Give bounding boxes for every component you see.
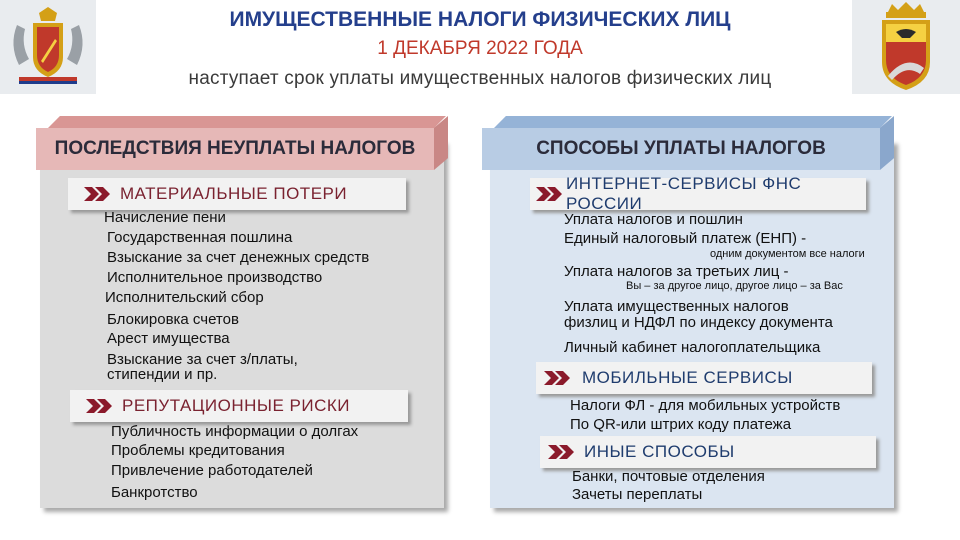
list-item: Налоги ФЛ - для мобильных устройств — [570, 397, 841, 414]
chevron-icon — [548, 445, 574, 459]
header-bevel-top — [48, 116, 446, 128]
chevron-icon — [544, 371, 570, 385]
header-bevel-top — [494, 116, 892, 128]
payment-methods-header — [482, 128, 880, 170]
internet-services-section — [530, 174, 866, 213]
list-item: Зачеты переплаты — [572, 486, 703, 503]
internet-services-label: ИНТЕРНЕТ-СЕРВИСЫ ФНС РОССИИ — [566, 174, 802, 213]
consequences-title: ПОСЛЕДСТВИЯ НЕУПЛАТЫ НАЛОГОВ — [54, 138, 416, 159]
list-item: Привлечение работодателей — [111, 462, 313, 479]
consequences-header — [36, 128, 434, 170]
list-item: По QR-или штрих коду платежа — [570, 416, 792, 433]
chevron-icon — [86, 399, 112, 413]
list-item: Публичность информации о долгах — [111, 423, 359, 440]
deadline-date: 1 ДЕКАБРЯ 2022 ГОДА — [377, 38, 583, 59]
page-subtitle: наступает срок уплаты имущественных налогов физических лиц — [188, 68, 772, 89]
other-methods-section — [540, 436, 876, 468]
list-item: Взыскание за счет денежных средств — [107, 249, 370, 266]
payment-methods-title: СПОСОБЫ УПЛАТЫ НАЛОГОВ — [536, 138, 826, 159]
list-item: Уплата налогов за третьих лиц - — [564, 263, 789, 280]
list-item: Взыскание за счет з/платы, — [107, 351, 298, 368]
list-item: Единый налоговый платеж (ЕНП) - — [564, 230, 807, 247]
chevron-icon — [84, 187, 110, 201]
list-item: физлиц и НДФЛ по индексу документа — [564, 314, 833, 331]
material-losses-label: МАТЕРИАЛЬНЫЕ ПОТЕРИ — [120, 184, 348, 203]
list-item: Государственная пошлина — [107, 229, 293, 246]
list-item: Уплата имущественных налогов — [564, 298, 789, 315]
list-item: стипендии и пр. — [107, 366, 218, 383]
reputation-risks-section — [70, 390, 408, 422]
material-losses-section — [68, 178, 406, 210]
list-item: Начисление пени — [104, 209, 226, 226]
list-item-note: Вы – за другое лицо, другое лицо – за Вас — [626, 280, 843, 292]
list-item: Проблемы кредитования — [111, 442, 285, 459]
list-item: Блокировка счетов — [107, 311, 239, 328]
chevron-icon — [536, 187, 562, 201]
list-item: Банки, почтовые отделения — [572, 468, 765, 485]
page-title: ИМУЩЕСТВЕННЫЕ НАЛОГИ ФИЗИЧЕСКИХ ЛИЦ — [229, 8, 731, 31]
list-item: Банкротство — [111, 484, 198, 501]
mobile-services-section — [536, 362, 872, 394]
mobile-services-label: МОБИЛЬНЫЕ СЕРВИСЫ — [582, 368, 793, 387]
other-methods-label: ИНЫЕ СПОСОБЫ — [584, 442, 735, 461]
list-item: Личный кабинет налогоплательщика — [564, 339, 821, 356]
list-item: Исполнительский сбор — [105, 289, 264, 306]
list-item-note: одним документом все налоги — [710, 248, 865, 260]
list-item: Уплата налогов и пошлин — [564, 211, 743, 228]
list-item: Исполнительное производство — [107, 269, 323, 286]
reputation-risks-label: РЕПУТАЦИОННЫЕ РИСКИ — [122, 396, 350, 415]
list-item: Арест имущества — [107, 330, 230, 347]
